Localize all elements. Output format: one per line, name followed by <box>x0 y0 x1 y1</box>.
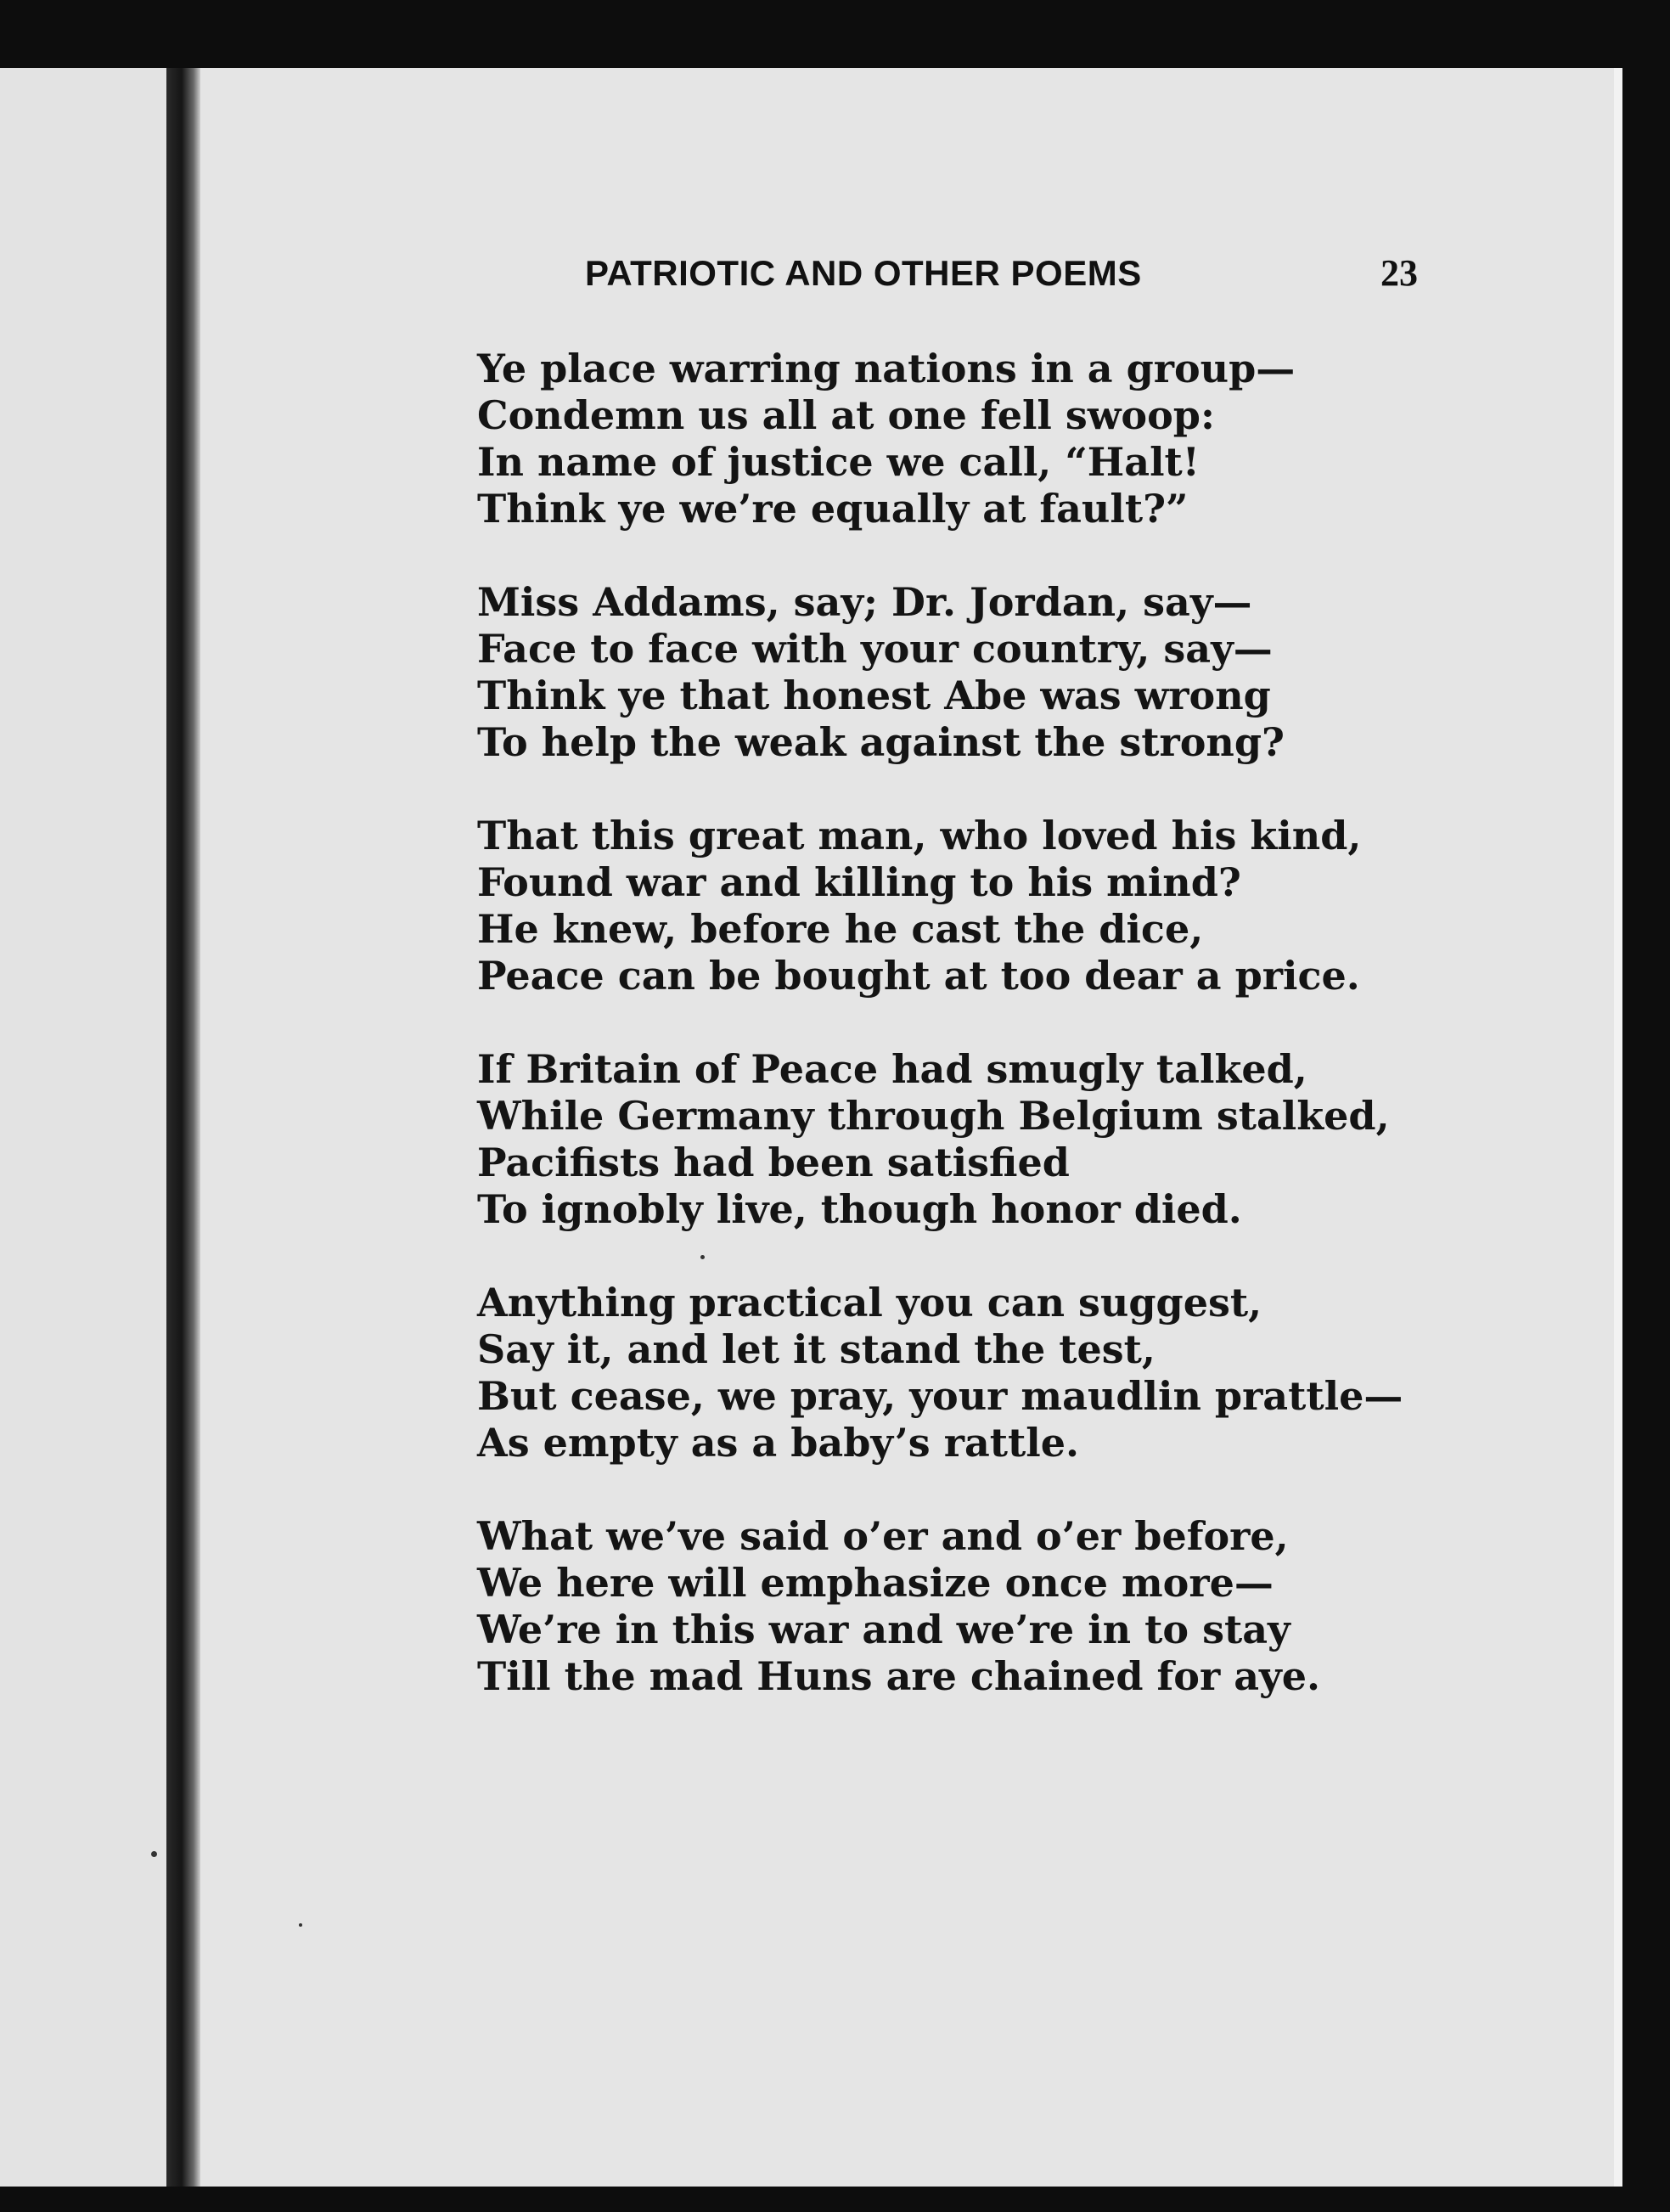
poem-line: We here will emphasize once more— <box>477 1560 1274 1606</box>
poem-line: In name of justice we call, “Halt! <box>477 439 1200 485</box>
poem-line: Face to face with your country, say— <box>477 626 1273 672</box>
poem-line: That this great man, who loved his kind, <box>477 813 1362 858</box>
stanza <box>477 813 1462 999</box>
poem-line: Think ye we’re equally at fault?” <box>477 486 1189 532</box>
poem-line: What we’ve said o’er and o’er before, <box>477 1513 1289 1559</box>
poem <box>477 346 1462 1747</box>
poem-line: Anything practical you can suggest, <box>477 1280 1262 1326</box>
poem-line: But cease, we pray, your maudlin prattle— <box>477 1373 1403 1419</box>
poem-line: As empty as a baby’s rattle. <box>477 1420 1080 1466</box>
stanza <box>477 1280 1462 1466</box>
stanza <box>477 346 1462 532</box>
poem-line: Till the mad Huns are chained for aye. <box>477 1653 1321 1699</box>
book-gutter <box>166 68 200 2187</box>
poem-line: If Britain of Peace had smugly talked, <box>477 1046 1307 1092</box>
dust-speck <box>299 1923 302 1927</box>
poem-line: He knew, before he cast the dice, <box>477 906 1204 952</box>
poem-line: Ye place warring nations in a group— <box>477 346 1296 391</box>
poem-line: Miss Addams, say; Dr. Jordan, say— <box>477 579 1252 625</box>
poem-line: To help the weak against the strong? <box>477 719 1285 765</box>
dust-speck <box>151 1851 157 1857</box>
facing-page-edge <box>0 68 170 2187</box>
running-head: PATRIOTIC AND OTHER POEMS <box>585 253 1142 293</box>
poem-line: Found war and killing to his mind? <box>477 859 1241 905</box>
poem-line: While Germany through Belgium stalked, <box>477 1093 1390 1139</box>
poem-line: Think ye that honest Abe was wrong <box>477 673 1271 718</box>
poem-line: Say it, and let it stand the test, <box>477 1326 1156 1372</box>
stanza <box>477 1046 1462 1233</box>
dust-speck <box>700 1255 705 1259</box>
poem-line: We’re in this war and we’re in to stay <box>477 1607 1290 1652</box>
page-number: 23 <box>1380 252 1418 294</box>
page-edge <box>1614 68 1622 2187</box>
poem-line: Peace can be bought at too dear a price. <box>477 953 1360 999</box>
poem-line: Pacifists had been satisfied <box>477 1140 1070 1185</box>
stanza <box>477 579 1462 766</box>
stanza <box>477 1513 1462 1700</box>
poem-line: To ignobly live, though honor died. <box>477 1186 1242 1232</box>
poem-line: Condemn us all at one fell swoop: <box>477 392 1215 438</box>
